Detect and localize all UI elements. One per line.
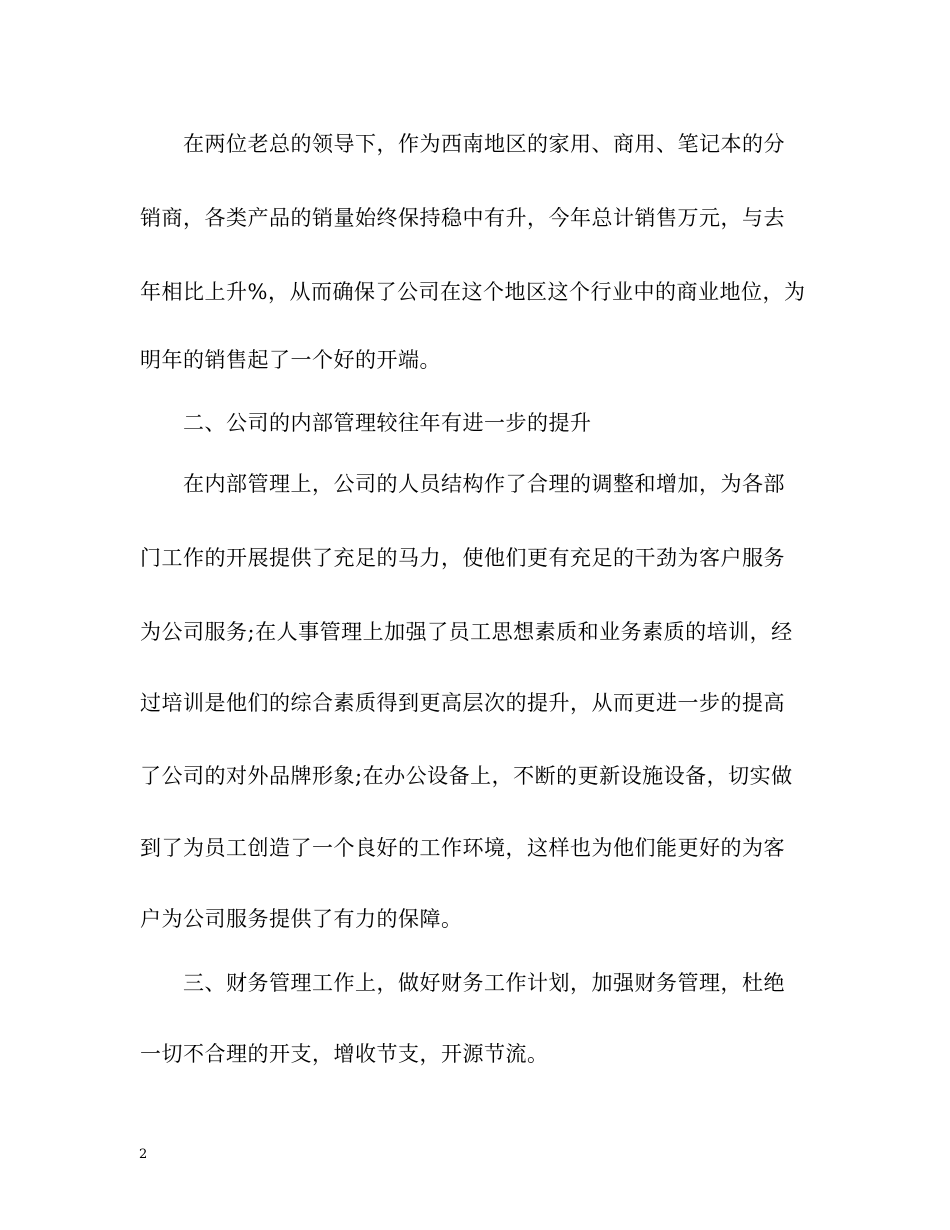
text-line: 明年的销售起了一个好的开端。	[140, 348, 441, 372]
text-line: 在内部管理上，公司的人员结构作了合理的调整和增加，为各部	[183, 472, 785, 496]
text-line: 销商，各类产品的销量始终保持稳中有升，今年总计销售万元，与去	[140, 206, 785, 230]
page-number: 2	[139, 1147, 148, 1162]
text-line: 年相比上升%，从而确保了公司在这个地区这个行业中的商业地位，为	[140, 280, 806, 304]
text-line: 门工作的开展提供了充足的马力，使他们更有充足的干劲为客户服务	[140, 546, 785, 570]
text-line: 户为公司服务提供了有力的保障。	[140, 907, 463, 931]
text-line: 在两位老总的领导下，作为西南地区的家用、商用、笔记本的分	[183, 132, 785, 156]
text-line: 一切不合理的开支，增收节支，开源节流。	[140, 1042, 549, 1066]
section-heading-internal-management: 二、公司的内部管理较往年有进一步的提升	[183, 411, 592, 435]
text-line: 为公司服务;在人事管理上加强了员工思想素质和业务素质的培训，经	[140, 620, 793, 644]
text-line: 三、财务管理工作上，做好财务工作计划，加强财务管理，杜绝	[183, 971, 785, 995]
text-line: 过培训是他们的综合素质得到更高层次的提升，从而更进一步的提高	[140, 691, 785, 715]
text-line: 到了为员工创造了一个良好的工作环境，这样也为他们能更好的为客	[140, 836, 785, 860]
text-line: 了公司的对外品牌形象;在办公设备上，不断的更新设施设备，切实做	[140, 764, 793, 788]
